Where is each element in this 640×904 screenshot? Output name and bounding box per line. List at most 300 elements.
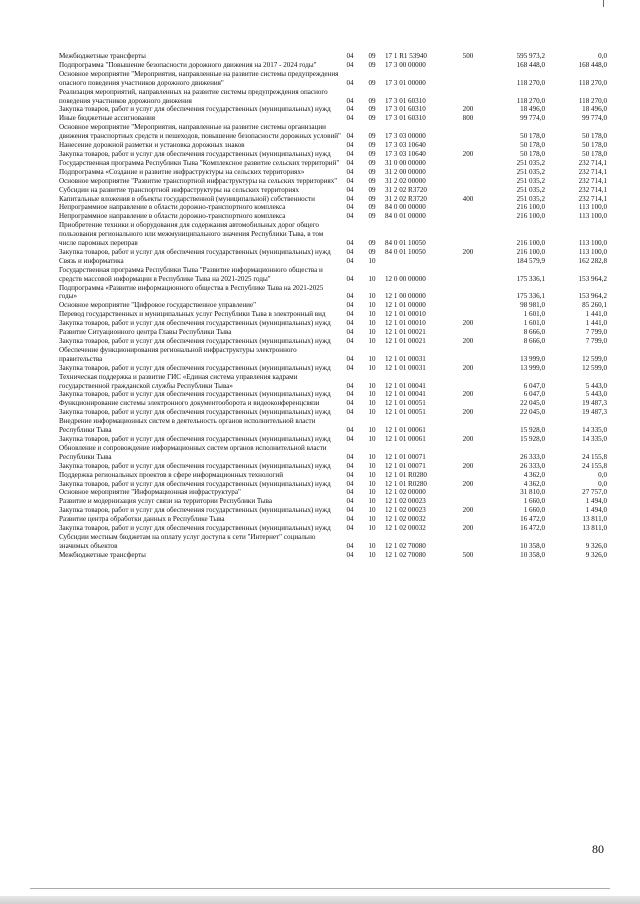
row-pr: 09 [368,167,376,176]
row-pr: 10 [368,310,376,319]
row-amount-1: 4 362,0 [523,470,545,479]
row-csr: 17 3 03 10640 [385,149,426,158]
row-name: Закупка товаров, работ и услуг для обеспечения государственных (муниципальных) нужд [59,247,331,256]
row-amount-2: 168 448,0 [578,60,607,69]
row-pr: 09 [368,247,376,256]
table-row [59,346,607,364]
row-csr: 12 1 02 00000 [385,488,426,497]
row-vr [455,533,481,551]
row-amount-1: 22 045,0 [520,399,545,408]
row-vr: 200 [462,479,474,488]
row-amount-2: 12 599,0 [582,354,607,363]
row-csr: 17 3 03 00000 [385,132,426,141]
row-csr: 12 1 02 00023 [385,497,426,506]
table-row [59,506,607,515]
row-amount-2: 50 178,0 [582,132,607,141]
row-pr: 09 [368,194,376,203]
row-name: Иные бюджетные ассигнования [59,114,156,123]
row-csr: 12 1 01 00031 [385,354,426,363]
row-pr: 09 [368,52,376,60]
row-ved: 04 [346,132,354,141]
row-amount-2: 153 964,2 [578,292,607,301]
row-amount-1: 251 035,2 [516,167,545,176]
row-csr: 17 3 01 00000 [385,78,426,87]
table-row [59,471,607,480]
row-amount-2: 0,0 [598,479,607,488]
row-pr: 09 [368,132,376,141]
row-vr [455,203,481,212]
table-row [59,212,607,221]
row-pr: 09 [368,176,376,185]
row-amount-1: 99 774,0 [520,114,545,123]
row-vr: 200 [462,506,474,515]
row-amount-2: 113 100,0 [578,212,607,221]
row-amount-1: 175 336,1 [516,274,545,283]
row-amount-2: 118 270,0 [578,78,607,87]
row-csr: 31 2 02 00000 [385,176,426,185]
row-csr: 12 1 02 00023 [385,506,426,515]
row-ved: 04 [346,60,354,69]
row-csr: 12 1 02 70080 [385,550,426,559]
row-amount-1: 15 928,0 [520,434,545,443]
row-amount-2: 232 714,1 [578,167,607,176]
table-row [59,52,607,61]
row-amount-1: 6 047,0 [523,390,545,399]
row-amount-1: 216 100,0 [516,247,545,256]
row-ved: 04 [346,141,354,150]
table-row [59,248,607,257]
row-amount-1: 26 333,0 [520,452,545,461]
row-pr: 10 [368,354,376,363]
row-amount-2: 85 260,1 [582,301,607,310]
row-amount-2: 1 441,0 [585,319,607,328]
row-name: Закупка товаров, работ и услуг для обеспечения государственных (муниципальных) нужд [59,363,331,372]
row-csr: 12 1 01 00031 [385,363,426,372]
row-csr: 84 0 01 10050 [385,247,426,256]
row-name: Субсидии местным бюджетам на оплату услуг доступа к сети "Интернет" социально значимых объектов [59,532,316,550]
table-row [59,497,607,506]
row-ved: 04 [346,541,354,550]
row-ved: 04 [346,310,354,319]
row-ved: 04 [346,78,354,87]
row-ved: 04 [346,292,354,301]
row-amount-1: 1 601,0 [523,310,545,319]
table-row [59,310,607,319]
row-amount-1: 251 035,2 [516,185,545,194]
row-csr: 84 0 01 00000 [385,212,426,221]
row-vr: 500 [462,550,474,559]
row-ved: 04 [346,461,354,470]
row-amount-1: 1 601,0 [523,319,545,328]
table-row [59,533,607,551]
row-amount-1: 6 047,0 [523,381,545,390]
row-ved: 04 [346,149,354,158]
row-amount-2: 9 326,0 [585,541,607,550]
row-amount-1: 31 810,0 [520,488,545,497]
row-ved: 04 [346,470,354,479]
row-ved: 04 [346,452,354,461]
row-csr: 31 0 00 00000 [385,158,426,167]
row-csr: 17 3 03 10640 [385,141,426,150]
row-amount-2: 24 155,8 [582,452,607,461]
row-ved: 04 [346,390,354,399]
table-row [59,177,607,186]
row-amount-2: 50 178,0 [582,141,607,150]
row-ved: 04 [346,176,354,185]
row-amount-2: 9 326,0 [585,550,607,559]
row-name: Развитие центра обработки данных в Республике Тыва [59,515,225,524]
row-vr [455,177,481,186]
row-amount-1: 168 448,0 [516,60,545,69]
table-row [59,364,607,373]
row-amount-2: 19 487,3 [582,408,607,417]
row-vr: 200 [462,363,474,372]
table-row [59,524,607,533]
table-row [59,373,607,391]
table-row [59,150,607,159]
table-row [59,186,607,195]
row-vr: 200 [462,434,474,443]
row-pr: 10 [368,506,376,515]
row-csr: 12 1 01 00010 [385,319,426,328]
row-vr [455,221,481,248]
row-ved: 04 [346,408,354,417]
row-csr: 31 2 02 R3720 [385,194,427,203]
row-csr: 12 1 01 00071 [385,461,426,470]
row-pr: 10 [368,550,376,559]
table-row [59,70,607,88]
row-vr [455,88,481,106]
row-amount-1: 50 178,0 [520,132,545,141]
row-name: Нанесение дорожной разметки и установка дорожных знаков [59,141,245,150]
table-row [59,337,607,346]
row-name: Закупка товаров, работ и услуг для обеспечения государственных (муниципальных) нужд [59,390,331,399]
row-name: Развитие и модернизация услуг связи на территории Республики Тыва [59,497,273,506]
row-ved: 04 [346,328,354,337]
row-vr [455,266,481,284]
row-amount-2: 113 100,0 [578,203,607,212]
row-amount-2: 232 714,1 [578,176,607,185]
row-pr: 09 [368,158,376,167]
row-name: Закупка товаров, работ и услуг для обеспечения государственных (муниципальных) нужд [59,479,331,488]
row-vr: 200 [462,408,474,417]
table-row [59,195,607,204]
row-vr [455,497,481,506]
row-amount-2: 99 774,0 [582,114,607,123]
row-ved: 04 [346,274,354,283]
row-amount-2: 12 599,0 [582,363,607,372]
row-ved: 04 [346,506,354,515]
row-name: Закупка товаров, работ и услуг для обеспечения государственных (муниципальных) нужд [59,319,331,328]
row-amount-2: 27 757,0 [582,488,607,497]
table-row [59,284,607,302]
row-csr: 12 1 01 00021 [385,337,426,345]
row-name: Подпрограмма «Создание и развитие инфраструктуры на сельских территориях» [59,167,305,176]
row-ved: 04 [346,301,354,310]
row-name: Основное мероприятие "Мероприятия, направленные на развитие системы организации движения транспортных средств и пешеходов, повышение безопасности дорожных условий" [59,123,341,141]
row-pr: 10 [368,274,376,283]
row-csr: 12 1 01 00061 [385,426,426,435]
row-name: Межбюджетные трансферты [59,550,146,559]
row-name: Межбюджетные трансферты [59,52,146,60]
table-row [59,159,607,168]
row-amount-2: 7 799,0 [585,337,607,345]
row-csr: 12 1 01 00071 [385,452,426,461]
row-pr: 09 [368,78,376,87]
row-amount-2: 14 335,0 [582,426,607,435]
row-csr: 17 3 01 60310 [385,105,426,114]
row-csr: 12 0 00 00000 [385,274,426,283]
row-csr: 17 3 00 00000 [385,60,426,69]
row-amount-1: 4 362,0 [523,479,545,488]
row-csr: 12 1 02 00032 [385,515,426,524]
row-name: Перевод государственных и муниципальных услуг Республики Тыва в электронный вид [59,310,326,319]
row-name: Непрограммное направление в области дорожно-транспортного комплекса [59,203,286,212]
table-row [59,168,607,177]
row-pr: 10 [368,301,376,310]
row-amount-1: 50 178,0 [520,149,545,158]
row-vr: 200 [462,247,474,256]
row-vr: 200 [462,524,474,533]
row-name: Капитальные вложения в объекты государственной (муниципальной) собственности [59,194,315,203]
row-csr: 12 1 02 00032 [385,524,426,533]
row-amount-2: 113 100,0 [578,239,607,248]
row-pr: 10 [368,328,376,337]
table-row [59,257,607,266]
row-csr: 17 1 R1 53940 [385,52,427,60]
row-csr: 12 1 01 00051 [385,408,426,417]
row-pr: 10 [368,497,376,506]
table-row [59,203,607,212]
row-pr: 10 [368,426,376,435]
row-pr: 10 [368,488,376,497]
table-row [59,480,607,489]
row-amount-2: 232 714,1 [578,158,607,167]
row-pr: 09 [368,203,376,212]
row-pr: 09 [368,185,376,194]
row-ved: 04 [346,96,354,105]
row-pr: 10 [368,515,376,524]
row-csr: 12 1 00 00000 [385,292,426,301]
row-csr: 12 1 01 00000 [385,301,426,310]
table-row [59,462,607,471]
row-vr [455,417,481,435]
table-row [59,88,607,106]
row-ved: 04 [346,426,354,435]
row-vr [455,346,481,364]
table-row [59,417,607,435]
row-ved: 04 [346,399,354,408]
scan-bottom-edge [0,896,640,904]
row-amount-1: 18 496,0 [520,105,545,114]
row-amount-2: 232 714,1 [578,194,607,203]
row-amount-2: 13 811,0 [582,515,607,524]
row-name: Поддержка региональных проектов в сфере информационных технологий [59,470,284,479]
row-amount-1: 10 358,0 [520,541,545,550]
row-amount-2: 1 441,0 [585,310,607,319]
row-ved: 04 [346,256,354,265]
row-pr: 09 [368,239,376,248]
row-amount-2: 0,0 [598,52,607,60]
row-pr: 10 [368,434,376,443]
row-amount-1: 184 579,9 [516,256,545,265]
page-number: 80 [592,842,604,856]
row-csr: 12 1 01 00021 [385,328,426,337]
row-ved: 04 [346,239,354,248]
budget-table [59,52,607,560]
row-name: Подпрограмма "Повышение безопасности дорожного движения на 2017 - 2024 годы" [59,60,317,69]
table-row [59,141,607,150]
row-pr: 10 [368,319,376,328]
row-amount-1: 16 472,0 [520,524,545,533]
row-name: Субсидии на развитие транспортной инфраструктуры на сельских территориях [59,185,299,194]
row-name: Подпрограмма «Развитие информационного общества в Республике Тыва на 2021-2025 годы» [59,283,324,301]
row-name: Непрограммное направление в области дорожно-транспортного комплекса [59,212,286,221]
row-vr [455,186,481,195]
row-ved: 04 [346,114,354,123]
row-pr: 09 [368,149,376,158]
row-pr: 10 [368,256,376,265]
row-amount-2: 232 714,1 [578,185,607,194]
row-ved: 04 [346,212,354,221]
row-name: Обеспечение функционирования региональной инфраструктуры электронного правительства [59,345,297,363]
row-amount-1: 216 100,0 [516,203,545,212]
table-row [59,399,607,408]
row-pr: 09 [368,114,376,123]
row-amount-1: 26 333,0 [520,461,545,470]
row-csr: 84 0 00 00000 [385,203,426,212]
scan-bottom-line [30,888,610,889]
row-name: Основное мероприятие "Информационная инфраструктура" [59,488,241,497]
row-name: Государственная программа Республики Тыва "Развитие информационного общества и средств массовой информации в Республике Тыва на 2021-2025 годы" [59,265,323,283]
row-amount-2: 5 443,0 [585,381,607,390]
row-amount-2: 118 270,0 [578,96,607,105]
table-row [59,123,607,141]
row-vr: 400 [462,194,474,203]
budget-table-body [59,52,607,560]
row-ved: 04 [346,354,354,363]
row-amount-2: 153 964,2 [578,274,607,283]
row-ved: 04 [346,52,354,60]
row-amount-1: 1 660,0 [523,497,545,506]
row-ved: 04 [346,515,354,524]
row-ved: 04 [346,550,354,559]
row-name: Закупка товаров, работ и услуг для обеспечения государственных (муниципальных) нужд [59,461,331,470]
row-vr [455,444,481,462]
row-vr [455,141,481,150]
row-vr: 800 [462,114,474,123]
row-name: Развитие Ситуационного центра Главы Республики Тыва [59,328,232,337]
row-ved: 04 [346,167,354,176]
table-row [59,488,607,497]
table-row [59,408,607,417]
row-ved: 04 [346,337,354,345]
row-pr: 10 [368,390,376,399]
row-name: Закупка товаров, работ и услуг для обеспечения государственных (муниципальных) нужд [59,408,331,417]
row-amount-2: 0,0 [598,470,607,479]
table-row [59,105,607,114]
row-csr: 12 1 02 70080 [385,541,426,550]
row-ved: 04 [346,363,354,372]
row-ved: 04 [346,185,354,194]
row-amount-1: 8 666,0 [523,337,545,345]
row-ved: 04 [346,158,354,167]
table-row [59,515,607,524]
row-csr: 31 2 02 R3720 [385,185,427,194]
table-row [59,551,607,560]
row-amount-1: 98 981,0 [520,301,545,310]
row-ved: 04 [346,488,354,497]
row-csr: 12 1 01 R0280 [385,479,427,488]
row-ved: 04 [346,105,354,114]
row-pr: 10 [368,399,376,408]
row-pr: 10 [368,461,376,470]
row-amount-1: 118 270,0 [516,96,545,105]
row-csr: 12 1 01 00061 [385,434,426,443]
table-row [59,444,607,462]
table-row [59,301,607,310]
table-row [59,266,607,284]
table-row [59,435,607,444]
row-name: Закупка товаров, работ и услуг для обеспечения государственных (муниципальных) нужд [59,105,331,114]
row-pr: 10 [368,337,376,345]
row-ved: 04 [346,194,354,203]
row-vr: 500 [462,52,474,60]
row-ved: 04 [346,319,354,328]
row-amount-1: 595 973,2 [516,52,545,60]
row-vr [455,399,481,408]
table-row [59,114,607,123]
table-row [59,319,607,328]
row-amount-1: 8 666,0 [523,328,545,337]
row-pr: 10 [368,541,376,550]
row-amount-1: 15 928,0 [520,426,545,435]
row-vr [455,515,481,524]
row-ved: 04 [346,247,354,256]
row-amount-1: 10 358,0 [520,550,545,559]
row-pr: 10 [368,479,376,488]
row-amount-1: 251 035,2 [516,194,545,203]
row-name: Закупка товаров, работ и услуг для обеспечения государственных (муниципальных) нужд [59,524,331,533]
scan-edge-mark [603,0,604,7]
row-ved: 04 [346,524,354,533]
row-pr: 09 [368,141,376,150]
row-ved: 04 [346,203,354,212]
row-amount-1: 13 999,0 [520,354,545,363]
row-csr: 12 1 01 00010 [385,310,426,319]
row-amount-1: 118 270,0 [516,78,545,87]
row-amount-1: 16 472,0 [520,515,545,524]
row-csr [385,257,455,266]
row-csr: 84 0 01 10050 [385,239,426,248]
table-row [59,61,607,70]
row-pr: 10 [368,292,376,301]
row-amount-2: 5 443,0 [585,390,607,399]
row-pr: 09 [368,60,376,69]
row-pr: 09 [368,105,376,114]
row-ved: 04 [346,381,354,390]
row-amount-2: 162 282,8 [578,256,607,265]
row-vr: 200 [462,105,474,114]
row-vr [455,212,481,221]
row-amount-2: 113 100,0 [578,247,607,256]
table-row [59,390,607,399]
row-amount-1: 216 100,0 [516,239,545,248]
row-vr [455,257,481,266]
row-vr [455,301,481,310]
row-name: Закупка товаров, работ и услуг для обеспечения государственных (муниципальных) нужд [59,149,331,158]
row-vr: 200 [462,337,474,345]
